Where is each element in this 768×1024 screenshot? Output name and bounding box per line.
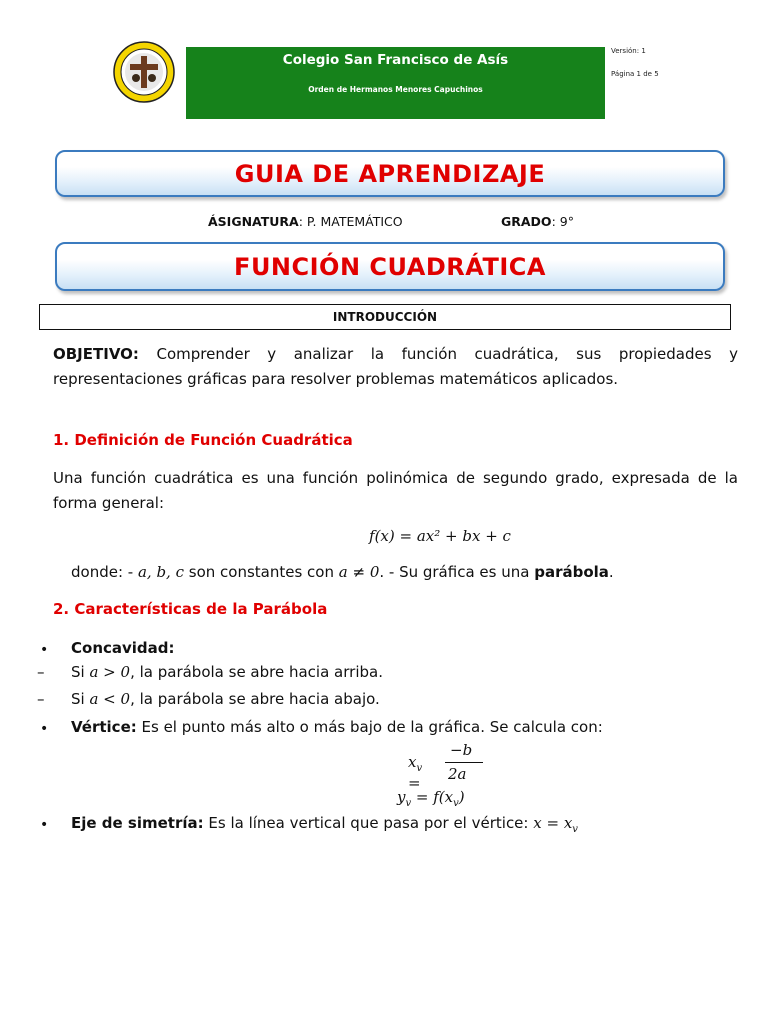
bullet-dot: • [40, 721, 49, 737]
objective-text: Comprender y analizar la función cuadrática, sus propiedades y representaciones gráficas para resolver problemas matemáticos aplicados. [53, 345, 738, 388]
subject-label: ÁSIGNATURA [208, 214, 299, 229]
case-positive-pre: Si [71, 663, 90, 681]
axis-item [71, 814, 578, 835]
bullet-dash: – [37, 690, 45, 708]
concavity-item [71, 639, 175, 657]
grade-label: GRADO [501, 214, 552, 229]
section-1-heading: 1. Definición de Función Cuadrática [53, 431, 353, 449]
definition-paragraph: Una función cuadrática es una función polinómica de segundo grado, expresada de la forma general: [53, 469, 738, 512]
bullet-dash: – [37, 663, 45, 681]
condition-math: a ≠ 0 [338, 563, 380, 581]
grade-value: 9° [559, 214, 574, 229]
case-positive-math: a > 0 [89, 663, 131, 681]
vertex-label: Vértice: [71, 718, 137, 736]
case-negative-math: a < 0 [89, 690, 131, 708]
case-positive-text: , la parábola se abre hacia arriba. [130, 663, 383, 681]
graph-text: . - Su gráfica es una [379, 563, 535, 581]
parabola-word: parábola [534, 563, 609, 581]
vertex-y-formula: $y_v = f(x_v)$ [397, 788, 465, 809]
section-2-heading: 2. Características de la Parábola [53, 600, 328, 618]
vertex-text: Es el punto más alto o más bajo de la gráfica. Se calcula con: [136, 718, 603, 736]
guide-title: GUIA DE APRENDIZAJE [234, 159, 546, 188]
general-formula: f(x) = ax² + bx + c [369, 527, 511, 545]
concavity-label: Concavidad: [71, 639, 175, 657]
case-negative-pre: Si [71, 690, 90, 708]
topic-title: FUNCIÓN CUADRÁTICA [234, 252, 546, 281]
grade-field: GRADO: 9° [501, 214, 574, 229]
intro-heading: INTRODUCCIÓN [39, 304, 731, 330]
axis-formula: $x = x_v$ [533, 814, 578, 835]
axis-label: Eje de simetría: [71, 814, 204, 832]
order-name: Orden de Hermanos Menores Capuchinos [308, 85, 483, 94]
vertex-item [71, 718, 603, 736]
constants-text: son constantes con [184, 563, 339, 581]
guide-title-banner [55, 150, 725, 197]
version-label: Versión: 1 [611, 47, 646, 55]
case-positive-item [71, 663, 383, 681]
school-name: Colegio San Francisco de Asís [282, 52, 509, 68]
case-negative-item [71, 690, 380, 708]
page-label: Página 1 de 5 [611, 70, 659, 78]
bullet-dot: • [40, 817, 49, 833]
subject-field: ÁSIGNATURA: P. MATEMÁTICO [208, 214, 403, 229]
school-header-bar [186, 47, 605, 119]
topic-title-banner [55, 242, 725, 291]
constants-end: . [608, 563, 614, 581]
bullet-dot: • [40, 642, 49, 658]
objective-paragraph [53, 342, 738, 392]
school-logo [106, 40, 182, 104]
case-negative-text: , la parábola se abre hacia abajo. [130, 690, 380, 708]
donde-prefix: donde: - [71, 563, 138, 581]
axis-text: Es la línea vertical que pasa por el vértice: [203, 814, 534, 832]
subject-value: P. MATEMÁTICO [306, 214, 403, 229]
objective-label: OBJETIVO: [53, 345, 139, 363]
constants-math: a, b, c [137, 563, 184, 581]
constants-line [71, 563, 614, 581]
